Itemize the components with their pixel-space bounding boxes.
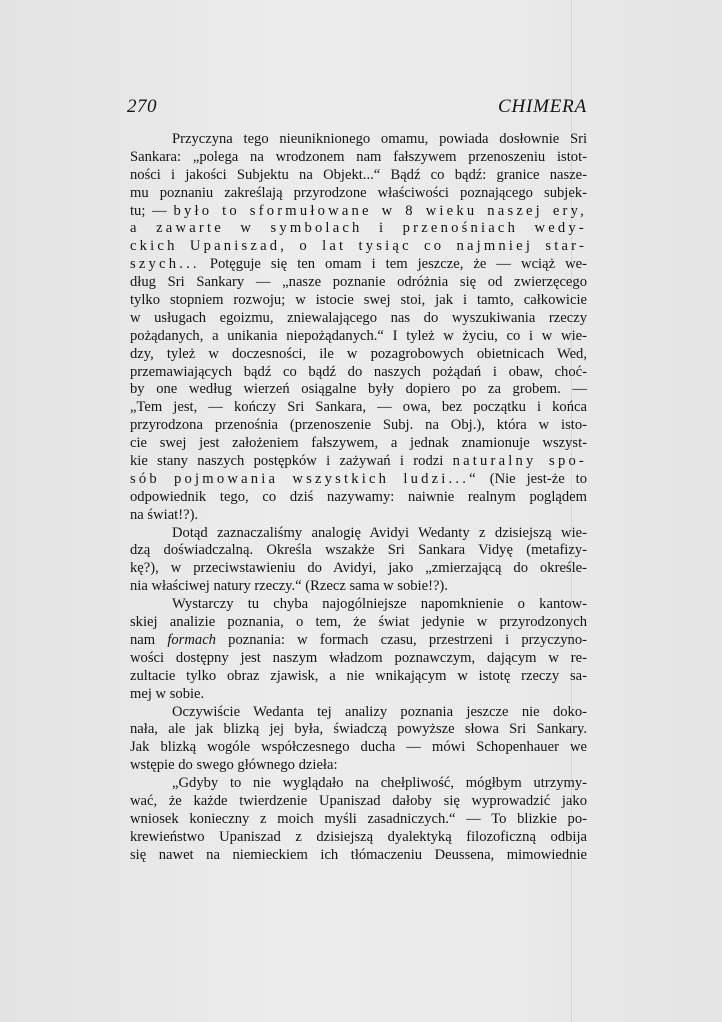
text-line-spaced: a zawarte w symbolach i przenośniach wedy-: [130, 220, 587, 237]
text-segment: nam: [130, 631, 168, 648]
text-line-spaced: ckich Upaniszad, o lat tysiąc co najmniej star-: [130, 238, 587, 255]
text-line: mu poznaniu zakreślają przyrodzone właściwości poznającego subjek-: [130, 184, 587, 201]
text-line: się nawet na niemieckiem ich tłómaczeniu Deussena, mimowiednie: [130, 846, 587, 863]
text-line: Jak blizką wogóle współczesnego ducha — mówi Schopenhauer we: [130, 739, 587, 756]
text-line: mej w sobie.: [130, 685, 205, 702]
text-segment: poznania: w formach czasu, przestrzeni i przyczyno-: [215, 631, 587, 648]
text-line: Oczywiście Wedanta tej analizy poznania jeszcze nie doko-: [172, 703, 587, 720]
text-line: [130, 471, 587, 489]
text-line: przyrodzona przenośnia (przenoszenie Subj. na Obj.), która w isto-: [130, 417, 587, 434]
text-line: tylko stopniem rozwoju; w istocie swej stoi, jak i tamto, całkowicie: [130, 292, 587, 309]
text-line: [130, 203, 587, 221]
italic-emphasis: formach: [167, 631, 216, 648]
text-line: przemawiających bądź co bądź do naszych pożądań i obaw, choć-: [130, 363, 587, 380]
text-line: [130, 632, 587, 650]
text-line: ności i jakości Subjektu na Objekt...“ Bądź co bądź: granice nasze-: [130, 166, 587, 183]
text-line: by one według wierzeń osiągalne były dopiero po za grobem. —: [130, 381, 587, 398]
spaced-emphasis: było to sformułowane w 8 wieku naszej ery,: [173, 202, 587, 219]
text-line: wać, że każde twierdzenie Upaniszad dałoby się wyprowadzić jako: [130, 792, 587, 809]
text-line: dzą doświadczalną. Określa wszakże Sri Sankara Vidyę (metafizy-: [130, 542, 587, 559]
text-line: skiej analizie poznania, o tem, że świat jedynie w przyrodzonych: [130, 614, 587, 631]
text-line: wniosek konieczny z moich myśli zasadniczych.“ — To blizkie po-: [130, 810, 587, 827]
text-line: odpowiednik tego, co dziś nazywamy: naiwnie realnym poglądem: [130, 488, 587, 505]
body-text: [130, 131, 587, 865]
text-line: na świat!?).: [130, 506, 199, 523]
text-line: nia właściwej natury rzeczy.“ (Rzecz sama w sobie!?).: [130, 578, 448, 595]
text-line: „Tem jest, — kończy Sri Sankara, — owa, bez początku i końca: [130, 399, 587, 416]
text-line: dzy, tyleż w doczesności, ile w pozagrobowych obietnicach Wed,: [130, 345, 587, 362]
running-head: [127, 96, 587, 120]
text-line: zultacie tylko obraz zjawisk, a nie wnikającym w istotę rzeczy sa-: [130, 667, 587, 684]
text-line: dług Sri Sankary — „nasze poznanie odróżnia się od zwierzęcego: [130, 274, 587, 291]
running-title: CHIMERA: [498, 96, 587, 117]
text-line: [130, 453, 587, 471]
text-line: „Gdyby to nie wyglądało na chełpliwość, mógłbym utrzymy-: [172, 775, 587, 792]
text-line: Sankara: „polega na wrodzonem nam fałszywem przenoszeniu istot-: [130, 148, 587, 165]
text-line: wości dostępny jest naszym władzom poznawczym, dającym w re-: [130, 649, 587, 666]
text-segment: kie stany naszych postępków i zażywań i rodzi: [130, 453, 453, 470]
text-line: nała, ale jak blizką jej była, świadczą powyższe słowa Sri Sankary.: [130, 721, 587, 738]
spaced-emphasis: szych...: [130, 256, 200, 273]
text-line: wstępie do swego głównego dzieła:: [130, 757, 338, 774]
spaced-emphasis: sób pojmowania wszystkich ludzi...“: [130, 470, 479, 487]
text-line: cie swej jest założeniem fałszywem, a jednak znamionuje wszyst-: [130, 435, 587, 452]
text-segment: tu; —: [130, 202, 174, 219]
text-line: pożądanych, a unikania niepożądanych.“ I tyleż w życiu, co i w wie-: [130, 327, 587, 344]
page-number: 270: [127, 96, 157, 117]
text-line: w usługach egoizmu, zniewalającego nas do wyszukiwania rzeczy: [130, 309, 587, 326]
text-segment: (Nie jest-że to: [478, 470, 587, 487]
text-line: kę?), w przeciwstawieniu do Avidyi, jako „zmierzającą do określe-: [130, 560, 587, 577]
text-line: [130, 256, 587, 274]
text-line: Przyczyna tego nieuniknionego omamu, powiada dosłownie Sri: [172, 131, 587, 147]
text-line: Dotąd zaznaczaliśmy analogię Avidyi Wedanty z dzisiejszą wie-: [172, 524, 587, 541]
text-line: Wystarczy tu chyba najogólniejsze napomknienie o kantow-: [172, 596, 587, 613]
spaced-emphasis: naturalny spo-: [452, 453, 587, 470]
text-segment: Potęguje się ten omam i tem jeszcze, że — wciąż we-: [199, 256, 587, 273]
text-line: krewieństwo Upaniszad z dzisiejszą dyalektyką filozoficzną odbija: [130, 828, 587, 845]
